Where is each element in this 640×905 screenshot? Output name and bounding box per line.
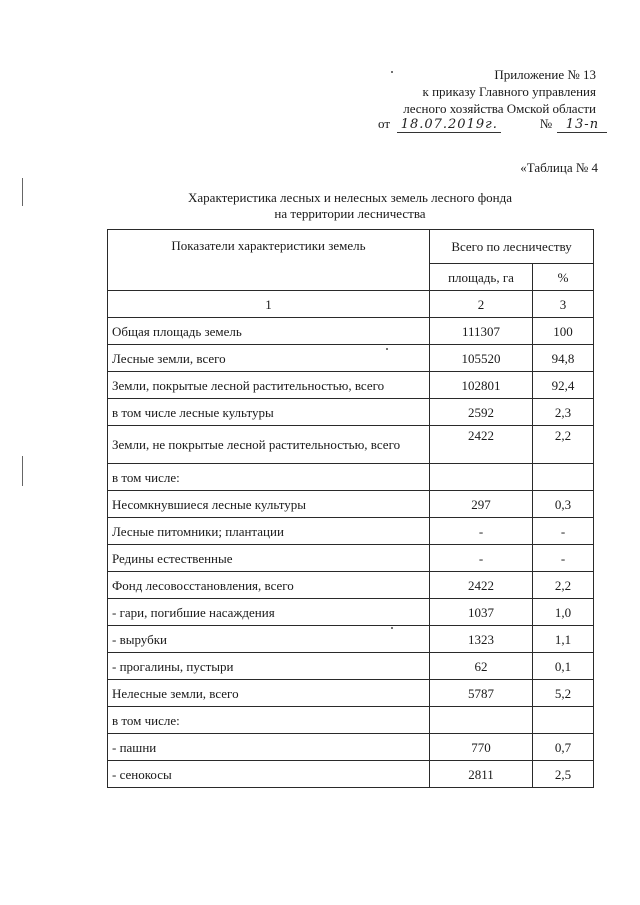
appendix-line: Приложение № 13 bbox=[494, 67, 596, 82]
row-name: в том числе: bbox=[108, 707, 430, 734]
row-percent: 5,2 bbox=[533, 680, 594, 707]
row-area: 770 bbox=[430, 734, 533, 761]
row-area: 62 bbox=[430, 653, 533, 680]
row-name: Земли, не покрытые лесной растительностью, всего bbox=[108, 426, 430, 464]
row-percent: - bbox=[533, 545, 594, 572]
table-row bbox=[108, 426, 594, 464]
table-row bbox=[108, 680, 594, 707]
appendix-line: к приказу Главного управления bbox=[422, 84, 596, 99]
order-prefix: от bbox=[378, 116, 391, 131]
document-title bbox=[110, 190, 590, 222]
row-area: 2422 bbox=[430, 426, 533, 464]
row-percent: 1,0 bbox=[533, 599, 594, 626]
table-row bbox=[108, 734, 594, 761]
column-number: 1 bbox=[108, 291, 430, 318]
row-percent: 0,1 bbox=[533, 653, 594, 680]
row-percent: 1,1 bbox=[533, 626, 594, 653]
row-area: - bbox=[430, 518, 533, 545]
scan-margin-mark bbox=[22, 456, 23, 486]
order-reference bbox=[378, 116, 607, 133]
table-row bbox=[108, 653, 594, 680]
row-area: 2592 bbox=[430, 399, 533, 426]
scan-speck bbox=[391, 627, 393, 629]
column-number: 2 bbox=[430, 291, 533, 318]
row-percent: - bbox=[533, 518, 594, 545]
title-line: Характеристика лесных и нелесных земель лесного фонда bbox=[188, 190, 512, 205]
row-name: Общая площадь земель bbox=[108, 318, 430, 345]
table-row bbox=[108, 761, 594, 788]
row-name: в том числе: bbox=[108, 464, 430, 491]
table-row bbox=[108, 464, 594, 491]
row-area: 105520 bbox=[430, 345, 533, 372]
row-name: Лесные земли, всего bbox=[108, 345, 430, 372]
table-row bbox=[108, 707, 594, 734]
appendix-header bbox=[296, 66, 596, 117]
row-name: Земли, покрытые лесной растительностью, всего bbox=[108, 372, 430, 399]
scan-speck bbox=[391, 71, 393, 73]
row-name: - прогалины, пустыри bbox=[108, 653, 430, 680]
row-name: Несомкнувшиеся лесные культуры bbox=[108, 491, 430, 518]
scan-margin-mark bbox=[22, 178, 23, 206]
table-row bbox=[108, 572, 594, 599]
row-name: Лесные питомники; плантации bbox=[108, 518, 430, 545]
table-row bbox=[108, 626, 594, 653]
row-area: - bbox=[430, 545, 533, 572]
header-indicator: Показатели характеристики земель bbox=[108, 230, 430, 291]
row-name: - пашни bbox=[108, 734, 430, 761]
row-area bbox=[430, 464, 533, 491]
table-label: «Таблица № 4 bbox=[520, 160, 598, 175]
table-row bbox=[108, 318, 594, 345]
row-area: 2811 bbox=[430, 761, 533, 788]
row-name: - гари, погибшие насаждения bbox=[108, 599, 430, 626]
row-name: Редины естественные bbox=[108, 545, 430, 572]
row-area: 1323 bbox=[430, 626, 533, 653]
order-number-label: № bbox=[539, 116, 553, 131]
row-percent: 2,3 bbox=[533, 399, 594, 426]
row-percent: 100 bbox=[533, 318, 594, 345]
table-row bbox=[108, 545, 594, 572]
row-area: 297 bbox=[430, 491, 533, 518]
column-number: 3 bbox=[533, 291, 594, 318]
table-row bbox=[108, 399, 594, 426]
table-header-row bbox=[108, 230, 594, 264]
row-name: в том числе лесные культуры bbox=[108, 399, 430, 426]
row-area: 5787 bbox=[430, 680, 533, 707]
row-name: - сенокосы bbox=[108, 761, 430, 788]
land-characteristics-table bbox=[107, 229, 594, 788]
row-name: Фонд лесовосстановления, всего bbox=[108, 572, 430, 599]
order-number-handwritten: 13-п bbox=[557, 117, 607, 133]
appendix-line: лесного хозяйства Омской области bbox=[403, 101, 596, 116]
row-percent bbox=[533, 464, 594, 491]
row-area: 102801 bbox=[430, 372, 533, 399]
row-area: 2422 bbox=[430, 572, 533, 599]
row-name: - вырубки bbox=[108, 626, 430, 653]
scan-speck bbox=[386, 348, 388, 350]
table-row bbox=[108, 372, 594, 399]
row-percent: 2,2 bbox=[533, 572, 594, 599]
table-row bbox=[108, 345, 594, 372]
row-percent: 0,7 bbox=[533, 734, 594, 761]
row-percent: 94,8 bbox=[533, 345, 594, 372]
row-area: 111307 bbox=[430, 318, 533, 345]
row-percent: 0,3 bbox=[533, 491, 594, 518]
row-area bbox=[430, 707, 533, 734]
header-percent: % bbox=[533, 264, 594, 291]
column-number-row bbox=[108, 291, 594, 318]
row-name: Нелесные земли, всего bbox=[108, 680, 430, 707]
row-area: 1037 bbox=[430, 599, 533, 626]
title-line: на территории лесничества bbox=[274, 206, 426, 221]
header-area: площадь, га bbox=[430, 264, 533, 291]
row-percent: 2,5 bbox=[533, 761, 594, 788]
header-total: Всего по лесничеству bbox=[430, 230, 594, 264]
row-percent: 2,2 bbox=[533, 426, 594, 464]
table-row bbox=[108, 491, 594, 518]
table-row bbox=[108, 599, 594, 626]
row-percent: 92,4 bbox=[533, 372, 594, 399]
order-date-handwritten: 18.07.2019г. bbox=[397, 117, 501, 133]
table-row bbox=[108, 518, 594, 545]
row-percent bbox=[533, 707, 594, 734]
